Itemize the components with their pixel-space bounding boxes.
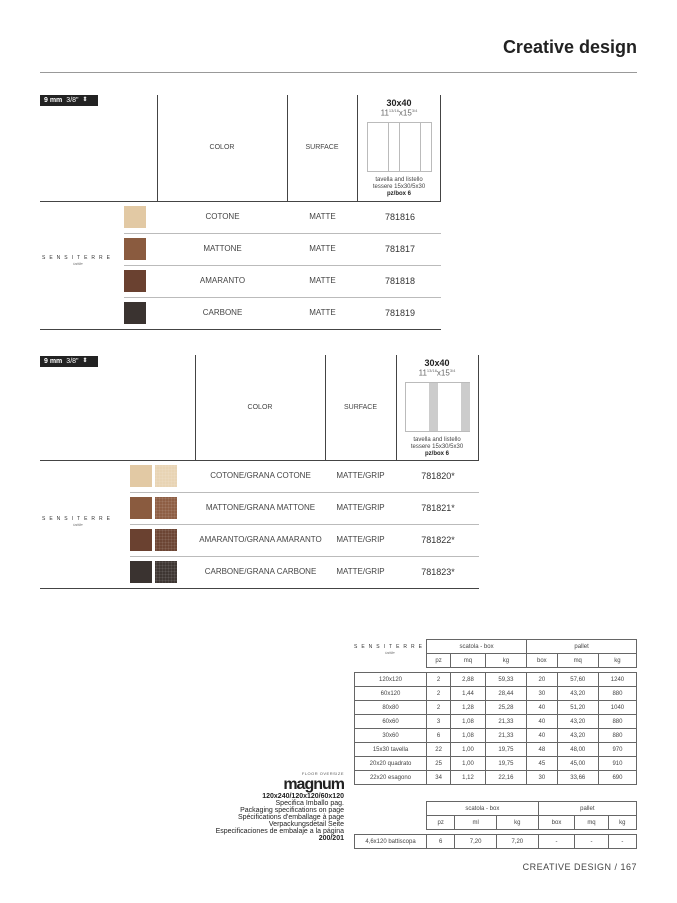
- product-code: 781822*: [421, 535, 455, 545]
- thickness-inch: 3/8": [66, 358, 79, 365]
- column-header: mq: [451, 654, 486, 668]
- value-cell: 33,66: [557, 771, 598, 785]
- size-cm: 30x40: [424, 358, 450, 368]
- divider: [325, 355, 326, 461]
- table-row: [355, 743, 637, 757]
- value-cell: 3: [427, 715, 451, 729]
- product-code: 781819: [384, 308, 416, 318]
- value-cell: 7,20: [496, 835, 538, 849]
- magnum-logo: FLOOR OVERSIZE magnum: [283, 771, 344, 793]
- value-cell: 1,00: [451, 757, 486, 771]
- value-cell: 21,33: [485, 729, 526, 743]
- grip-swatch: [155, 561, 177, 583]
- size-cell: 60x60: [355, 715, 427, 729]
- value-cell: 30: [527, 771, 557, 785]
- tile-layout-drawing: [367, 122, 432, 172]
- value-cell: -: [608, 835, 636, 849]
- value-cell: 43,20: [557, 729, 598, 743]
- value-cell: 2,88: [451, 673, 486, 687]
- packaging-note-line: Specifica Imballo pag.: [275, 800, 344, 807]
- value-cell: 25,28: [485, 701, 526, 715]
- thickness-badge: [40, 356, 98, 367]
- size-cell: 4,6x120 battiscopa: [355, 835, 427, 849]
- value-cell: 21,33: [485, 715, 526, 729]
- color-name: CARBONE/GRANA CARBONE: [204, 567, 317, 576]
- group-header-pallet: pallet: [527, 640, 637, 654]
- color-name: CARBONE: [202, 308, 243, 317]
- grip-swatch: [155, 497, 177, 519]
- value-cell: 2: [427, 687, 451, 701]
- value-cell: 2: [427, 673, 451, 687]
- header-rule: [40, 460, 479, 461]
- value-cell: -: [575, 835, 608, 849]
- divider: [157, 95, 158, 201]
- size-cell: 22x20 esagono: [355, 771, 427, 785]
- page-footer: CREATIVE DESIGN / 167: [522, 862, 637, 872]
- size-cell: 60x120: [355, 687, 427, 701]
- row-divider: [124, 265, 441, 266]
- column-header: kg: [598, 654, 636, 668]
- table-row: [355, 687, 637, 701]
- value-cell: 20: [527, 673, 557, 687]
- value-cell: 40: [527, 729, 557, 743]
- packaging-note-line: Packaging specifications on page: [240, 807, 344, 814]
- thickness-mm: 9 mm: [44, 97, 63, 104]
- surface-name: MATTE/GRIP: [336, 471, 385, 480]
- size-inch: $11^{13/16}x15^{3/4}$: [418, 368, 456, 378]
- grip-swatch: [155, 529, 177, 551]
- column-header: box: [538, 816, 575, 830]
- value-cell: 57,60: [557, 673, 598, 687]
- value-cell: 1,08: [451, 729, 486, 743]
- color-swatch: [130, 561, 152, 583]
- column-header: pz: [427, 654, 451, 668]
- value-cell: 25: [427, 757, 451, 771]
- value-cell: 2: [427, 701, 451, 715]
- value-cell: 34: [427, 771, 451, 785]
- product-code: 781816: [384, 212, 416, 222]
- tile-note: tavella and listello tessere 15x30/5x30 pz/box 6: [410, 437, 464, 457]
- packaging-table: [354, 639, 637, 785]
- value-cell: 19,75: [485, 757, 526, 771]
- packaging-note-line: Spécifications d'emballage à page: [237, 814, 344, 821]
- product-code: 781818: [384, 276, 416, 286]
- value-cell: 48: [527, 743, 557, 757]
- divider: [440, 95, 441, 201]
- surface-name: MATTE/GRIP: [336, 567, 385, 576]
- value-cell: -: [538, 835, 575, 849]
- value-cell: 1,00: [451, 743, 486, 757]
- color-swatch: [124, 238, 146, 260]
- divider: [195, 355, 196, 461]
- value-cell: 30: [527, 687, 557, 701]
- grip-swatch: [155, 465, 177, 487]
- table-row: [355, 771, 637, 785]
- color-name: AMARANTO/GRANA AMARANTO: [199, 535, 322, 544]
- value-cell: 19,75: [485, 743, 526, 757]
- column-header: box: [527, 654, 557, 668]
- header-color: COLOR: [247, 404, 273, 411]
- column-header: mq: [557, 654, 598, 668]
- surface-name: MATTE: [309, 212, 336, 221]
- row-divider: [40, 588, 479, 589]
- value-cell: 51,20: [557, 701, 598, 715]
- updown-arrow-icon: ⇕: [82, 97, 88, 103]
- color-name: MATTONE: [203, 244, 242, 253]
- table-row: [355, 835, 637, 849]
- table-row: [355, 673, 637, 687]
- row-divider: [130, 556, 479, 557]
- tile-note: tavella and listello tessere 15x30/5x30 pz/box 6: [372, 177, 426, 197]
- title-rule: [40, 72, 637, 73]
- color-name: COTONE/GRANA COTONE: [210, 471, 311, 480]
- packaging-brand-logo: SENSITERRE tattile: [354, 644, 426, 655]
- color-swatch: [124, 302, 146, 324]
- header-color: COLOR: [209, 144, 235, 151]
- table-row: [355, 701, 637, 715]
- row-divider: [124, 297, 441, 298]
- size-cell: 30x60: [355, 729, 427, 743]
- value-cell: 6: [427, 729, 451, 743]
- color-swatch: [124, 270, 146, 292]
- value-cell: 1,08: [451, 715, 486, 729]
- tile-layout-drawing: [405, 382, 470, 432]
- value-cell: 970: [598, 743, 636, 757]
- product-code: 781821*: [421, 503, 455, 513]
- value-cell: 1,28: [451, 701, 486, 715]
- size-cm: 30x40: [386, 98, 412, 108]
- color-name: AMARANTO: [199, 276, 246, 285]
- thickness-inch: 3/8": [66, 97, 79, 104]
- brand-logo: SENSITERRE tattile: [42, 516, 114, 527]
- color-swatch: [130, 465, 152, 487]
- value-cell: 880: [598, 715, 636, 729]
- row-divider: [40, 329, 441, 330]
- column-header: mq: [575, 816, 608, 830]
- table-row: [355, 729, 637, 743]
- divider: [287, 95, 288, 201]
- size-inch: $11^{13/16}x15^{3/4}$: [380, 108, 418, 118]
- packaging-table-battiscopa: [354, 801, 637, 849]
- magnum-packaging-note: 120x240/120x120/60x120 Specifica Imballo pag. Packaging specifications on page Spécifications d'emballage à page Verpackungsdetail Seite Especificaciones de embalaje a la página 200/201: [215, 793, 344, 842]
- product-code: 781817: [384, 244, 416, 254]
- page-title: Creative design: [502, 37, 637, 57]
- value-cell: 43,20: [557, 687, 598, 701]
- value-cell: 1240: [598, 673, 636, 687]
- size-cell: 120x120: [355, 673, 427, 687]
- value-cell: 6: [427, 835, 455, 849]
- color-name: MATTONE/GRANA MATTONE: [205, 503, 316, 512]
- column-header: ml: [455, 816, 497, 830]
- color-swatch: [124, 206, 146, 228]
- row-divider: [130, 492, 479, 493]
- value-cell: 22,16: [485, 771, 526, 785]
- product-code: 781820*: [421, 471, 455, 481]
- value-cell: 48,00: [557, 743, 598, 757]
- table-row: [355, 757, 637, 771]
- value-cell: 59,33: [485, 673, 526, 687]
- column-header: kg: [496, 816, 538, 830]
- brand-logo: SENSITERRE tattile: [42, 255, 114, 266]
- packaging-note-line: Verpackungsdetail Seite: [268, 821, 344, 828]
- value-cell: 22: [427, 743, 451, 757]
- group-header-box: scatola - box: [427, 640, 527, 654]
- header-surface: SURFACE: [305, 144, 339, 151]
- updown-arrow-icon: ⇕: [82, 358, 88, 364]
- value-cell: 910: [598, 757, 636, 771]
- size-cell: 80x80: [355, 701, 427, 715]
- value-cell: 40: [527, 715, 557, 729]
- color-swatch: [130, 497, 152, 519]
- packaging-note-line: Especificaciones de embalaje a la página: [215, 828, 344, 835]
- header-surface: SURFACE: [343, 404, 378, 411]
- value-cell: 1,12: [451, 771, 486, 785]
- value-cell: 45,00: [557, 757, 598, 771]
- table-row: [355, 715, 637, 729]
- column-header: kg: [608, 816, 636, 830]
- value-cell: 45: [527, 757, 557, 771]
- surface-name: MATTE: [309, 276, 336, 285]
- value-cell: 690: [598, 771, 636, 785]
- surface-name: MATTE: [309, 308, 336, 317]
- group-header-box: scatola - box: [427, 802, 539, 816]
- color-name: COTONE: [205, 212, 240, 221]
- thickness-mm: 9 mm: [44, 358, 63, 365]
- value-cell: 28,44: [485, 687, 526, 701]
- product-code: 781823*: [421, 567, 455, 577]
- row-divider: [130, 524, 479, 525]
- surface-name: MATTE: [309, 244, 336, 253]
- size-cell: 15x30 tavella: [355, 743, 427, 757]
- value-cell: 40: [527, 701, 557, 715]
- divider: [478, 355, 479, 461]
- column-header: kg: [485, 654, 526, 668]
- thickness-badge: [40, 95, 98, 106]
- value-cell: 1,44: [451, 687, 486, 701]
- group-header-pallet: pallet: [538, 802, 636, 816]
- surface-name: MATTE/GRIP: [336, 503, 385, 512]
- color-swatch: [130, 529, 152, 551]
- header-rule: [40, 201, 441, 202]
- size-cell: 20x20 quadrato: [355, 757, 427, 771]
- column-header: pz: [427, 816, 455, 830]
- value-cell: 880: [598, 687, 636, 701]
- value-cell: 43,20: [557, 715, 598, 729]
- value-cell: 880: [598, 729, 636, 743]
- value-cell: 1040: [598, 701, 636, 715]
- surface-name: MATTE/GRIP: [336, 535, 385, 544]
- value-cell: 7,20: [455, 835, 497, 849]
- row-divider: [124, 233, 441, 234]
